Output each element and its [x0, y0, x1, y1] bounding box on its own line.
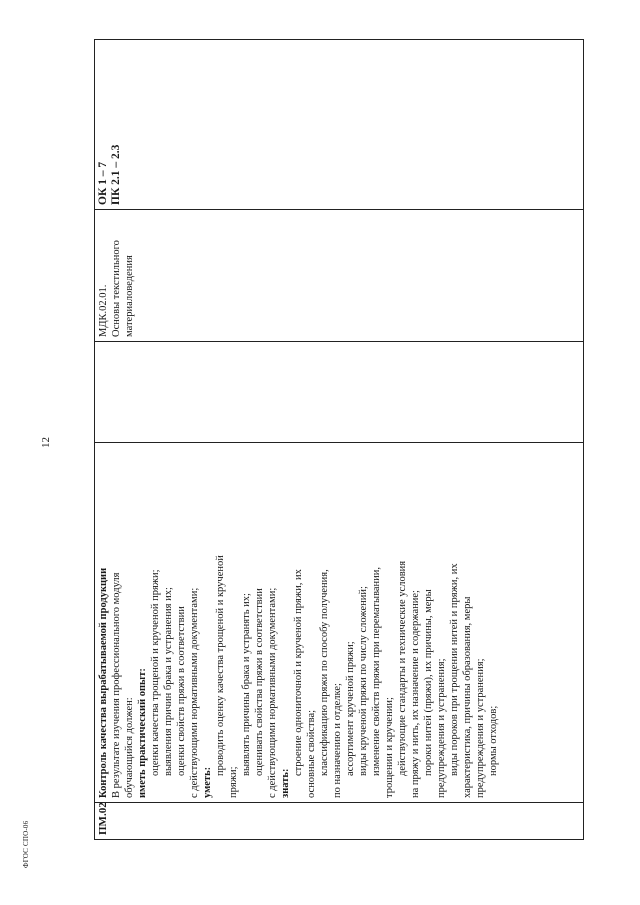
module-code-cell: [95, 803, 584, 840]
content-line: ассортимент крученой пряжи;: [345, 641, 356, 776]
content-line: обучающийся должен:: [124, 697, 135, 798]
rotated-table-wrapper: [94, 40, 584, 840]
content-line: действующие стандарты и технические условия: [397, 560, 408, 776]
competency-pk: ПК 2.1 – 2.3: [110, 144, 122, 205]
mdk-cell: [95, 210, 584, 342]
content-line: виды пороков при трощении нитей и пряжи, их: [449, 563, 460, 776]
content-line: выявлять причины брака и устранять их;: [241, 593, 252, 776]
content-line: оценки свойств пряжи в соответствии: [176, 606, 187, 776]
content-line: с действующими нормативными документами;: [267, 587, 278, 798]
content-line: строение однониточной и крученой пряжи, их: [293, 569, 304, 776]
content-line: выявления причин брака и устранения их;: [163, 587, 174, 776]
content-line: пряжи;: [228, 766, 239, 798]
table-row: [95, 40, 584, 840]
module-code: ПМ.02: [97, 802, 109, 835]
content-line: нормы отходов;: [488, 705, 499, 776]
module-content-lines: [110, 447, 500, 798]
content-line: знать:: [280, 768, 291, 798]
content-line: с действующими нормативными документами;: [189, 587, 200, 798]
content-line: виды крученой пряжи по числу сложений;: [358, 586, 369, 776]
content-line: уметь:: [202, 766, 213, 798]
module-title: Контроль качества вырабатываемой продукции: [98, 567, 109, 798]
content-line: характеристика, причины образования, меры: [462, 596, 473, 798]
footer-code: ФГОС СПО-06: [22, 820, 30, 868]
content-line: оценки качества трощеной и крученой пряжи;: [150, 569, 161, 776]
content-line: трощении и кручении;: [384, 697, 395, 798]
mdk-code: МДК.02.01.: [98, 284, 109, 337]
competency-ok: ОК 1 – 7: [97, 161, 109, 205]
content-line: на пряжу и нить, их назначение и содержание;: [410, 590, 421, 798]
content-line: В результате изучения профессионального модуля: [111, 572, 122, 798]
mdk-name-line-1: Основы текстильного: [111, 240, 122, 337]
content-line: основные свойства;: [306, 709, 317, 798]
mdk-name-line-2: материаловедения: [124, 255, 135, 337]
content-line: проводить оценку качества трощеной и крученой: [215, 555, 226, 776]
content-line: предупреждения и устранения;: [475, 658, 486, 798]
content-line: иметь практический опыт:: [137, 668, 148, 798]
content-line: оценивать свойства пряжи в соответствии: [254, 588, 265, 776]
content-line: по назначению и отделке;: [332, 683, 343, 798]
module-table: [94, 39, 584, 840]
empty-cell-1: [95, 342, 584, 443]
content-line: предупреждения и устранения;: [436, 658, 447, 798]
content-line: классификацию пряжи по способу получения,: [319, 569, 330, 776]
content-line: изменение свойств пряжи при перематывании,: [371, 566, 382, 776]
page-number: 12: [40, 437, 52, 448]
module-content-cell: [95, 443, 584, 803]
competencies-cell: [95, 40, 584, 210]
content-line: пороки нитей (пряжи), их причины, меры: [423, 589, 434, 776]
